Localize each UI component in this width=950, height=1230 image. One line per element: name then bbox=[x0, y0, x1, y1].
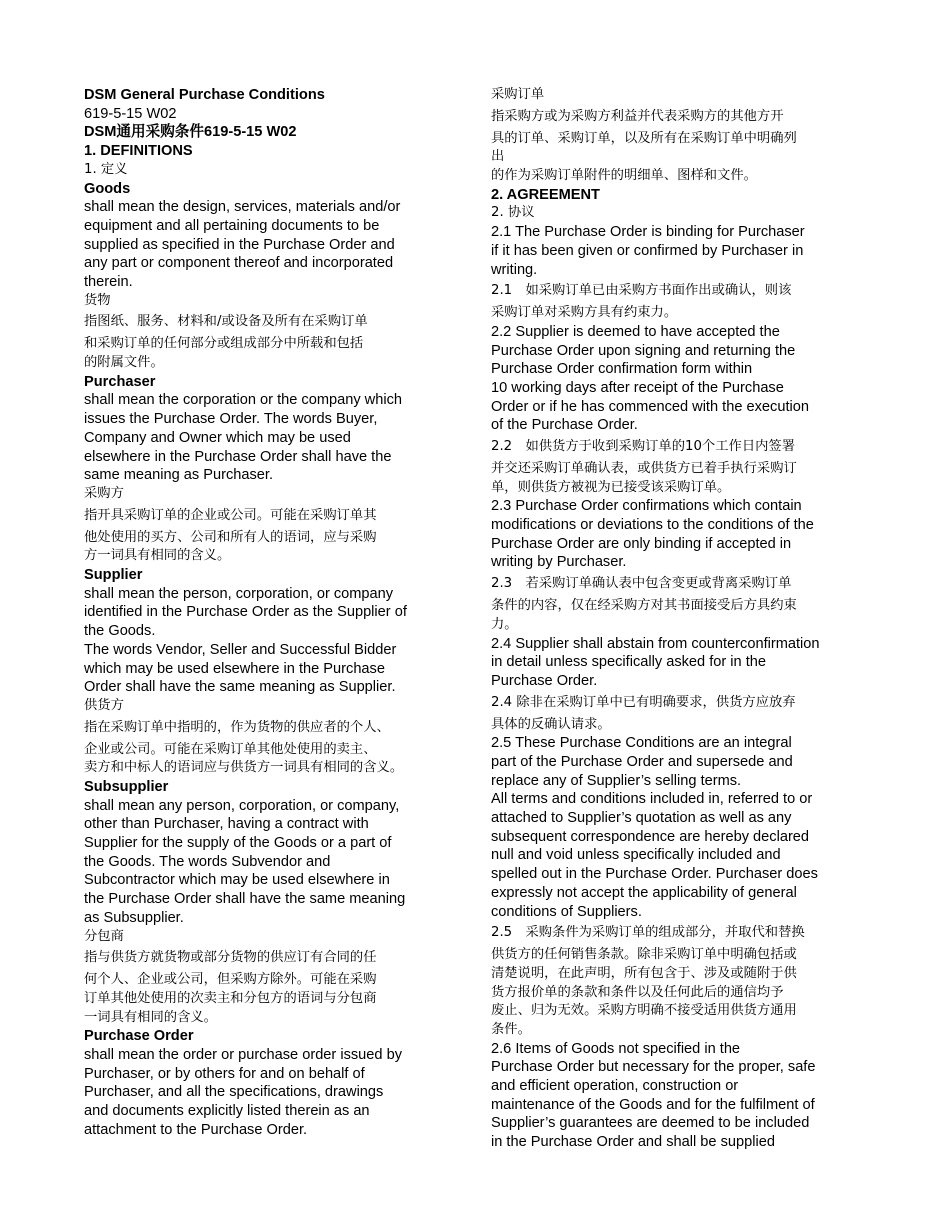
text-line: 指在采购订单中指明的，作为货物的供应者的个人、 bbox=[84, 719, 390, 735]
text-line: attachment to the Purchase Order. bbox=[84, 1121, 308, 1138]
text-line: 条件。 bbox=[491, 1021, 531, 1037]
left-column bbox=[84, 86, 482, 1139]
text-line: DSM通用采购条件619-5-15 W02 bbox=[84, 124, 297, 141]
heading-line: Purchaser bbox=[84, 373, 156, 390]
text-line: 清楚说明，在此声明，所有包含于、涉及或随附于供 bbox=[491, 965, 797, 981]
text-line: any part or component thereof and incorporated bbox=[84, 255, 394, 272]
text-line: 订单其他处使用的次卖主和分包方的语词与分包商 bbox=[84, 990, 377, 1006]
text-line: the Purchase Order shall have the same meaning bbox=[84, 891, 406, 908]
text-line: conditions of Suppliers. bbox=[491, 903, 642, 920]
text-line: of the Purchase Order. bbox=[491, 417, 638, 434]
text-line: as Subsupplier. bbox=[84, 909, 184, 926]
heading-line: Purchase Order bbox=[84, 1028, 194, 1045]
text-line: identified in the Purchase Order as the Supplier of bbox=[84, 604, 407, 621]
text-line: shall mean the design, services, materials and/or bbox=[84, 199, 401, 216]
text-line: 条件的内容，仅在经采购方对其书面接受后方具约束 bbox=[491, 598, 797, 614]
text-line: All terms and conditions included in, referred to or bbox=[491, 791, 813, 808]
text-line: Purchase Order upon signing and returning the bbox=[491, 342, 796, 359]
text-line: writing. bbox=[491, 261, 538, 278]
text-line: 和采购订单的任何部分或组成部分中所载和包括 bbox=[84, 336, 364, 352]
text-line: 2.4 Supplier shall abstain from counterconfirmation bbox=[491, 635, 820, 652]
text-line: 何个人、企业或公司，但采购方除外。可能在采购 bbox=[84, 972, 377, 988]
text-line: elsewhere in the Purchase Order shall have the bbox=[84, 448, 392, 465]
text-line: 供货方 bbox=[84, 697, 124, 713]
text-line: shall mean the person, corporation, or company bbox=[84, 585, 394, 602]
text-line: in detail unless specifically asked for in the bbox=[491, 654, 766, 671]
text-line: 货方报价单的条款和条件以及任何此后的通信均予 bbox=[491, 984, 784, 1000]
text-line: 采购订单对采购方具有约束力。 bbox=[491, 305, 678, 321]
text-line: maintenance of the Goods and for the fulfilment of bbox=[491, 1096, 815, 1113]
text-line: Order or if he has commenced with the execution bbox=[491, 398, 809, 415]
text-line: same meaning as Purchaser. bbox=[84, 467, 274, 484]
text-line: 2.2 如供货方于收到采购订单的10个工作日内签署 bbox=[491, 439, 796, 455]
text-line: if it has been given or confirmed by Purchaser in bbox=[491, 242, 804, 259]
text-line: spelled out in the Purchase Order. Purchaser does bbox=[491, 866, 818, 883]
right-column bbox=[491, 86, 881, 1152]
text-line: Supplier’s guarantees are deemed to be included bbox=[491, 1115, 810, 1132]
text-line: replace any of Supplier’s selling terms. bbox=[491, 772, 742, 789]
text-line: other than Purchaser, having a contract with bbox=[84, 816, 369, 833]
heading-line: DSM General Purchase Conditions bbox=[84, 87, 325, 103]
text-line: 货物 bbox=[84, 292, 111, 308]
text-line: null and void unless specifically included and bbox=[491, 847, 781, 864]
text-line: 他处使用的买方、公司和所有人的语词，应与采购 bbox=[84, 529, 377, 545]
text-line: 1. 定义 bbox=[84, 161, 128, 177]
text-line: Supplier for the supply of the Goods or a part of bbox=[84, 835, 392, 852]
text-line: 2.2 Supplier is deemed to have accepted the bbox=[491, 323, 780, 340]
text-line: 指图纸、服务、材料和/或设备及所有在采购订单 bbox=[84, 314, 368, 330]
text-line: 2.1 如采购订单已由采购方书面作出或确认，则该 bbox=[491, 283, 792, 299]
text-line: expressly not accept the applicability of general bbox=[491, 884, 797, 901]
text-line: 指开具采购订单的企业或公司。可能在采购订单其 bbox=[84, 507, 377, 523]
heading-line: Supplier bbox=[84, 566, 143, 583]
text-line: the Goods. The words Subvendor and bbox=[84, 853, 331, 870]
text-line: 指与供货方就货物或部分货物的供应订有合同的任 bbox=[84, 950, 377, 966]
text-line: 10 working days after receipt of the Purchase bbox=[491, 379, 784, 396]
text-line: therein. bbox=[84, 274, 133, 291]
text-line: 分包商 bbox=[84, 928, 124, 944]
text-line: and efficient operation, construction or bbox=[491, 1078, 739, 1095]
text-line: 出 bbox=[491, 149, 505, 165]
text-line: 方一词具有相同的含义。 bbox=[84, 548, 231, 564]
text-line: 2.5 采购条件为采购订单的组成部分，并取代和替换 bbox=[491, 925, 805, 941]
text-line: shall mean the corporation or the company which bbox=[84, 392, 402, 409]
text-line: 的作为采购订单附件的明细单、图样和文件。 bbox=[491, 168, 757, 184]
text-line: Purchaser, or by others for and on behalf of bbox=[84, 1065, 365, 1082]
text-line: 单，则供货方被视为已接受该采购订单。 bbox=[491, 479, 731, 495]
text-line: 指采购方或为采购方利益并代表采购方的其他方开 bbox=[491, 108, 784, 124]
text-line: supplied as specified in the Purchase Order and bbox=[84, 236, 395, 253]
text-line: 一词具有相同的含义。 bbox=[84, 1009, 217, 1025]
text-line: shall mean any person, corporation, or company, bbox=[84, 797, 400, 814]
text-line: subsequent correspondence are hereby declared bbox=[491, 828, 810, 845]
text-line: Purchase Order are only binding if accepted in bbox=[491, 535, 792, 552]
text-line: Company and Owner which may be used bbox=[84, 429, 351, 446]
text-line: 具体的反确认请求。 bbox=[491, 716, 611, 732]
text-line: 的附属文件。 bbox=[84, 355, 164, 371]
text-line: writing by Purchaser. bbox=[491, 554, 627, 571]
heading-line: 1. DEFINITIONS bbox=[84, 143, 193, 160]
text-line: issues the Purchase Order. The words Buyer, bbox=[84, 411, 378, 428]
text-line: 卖方和中标人的语词应与供货方一词具有相同的含义。 bbox=[84, 760, 404, 776]
text-line: 2.6 Items of Goods not specified in the bbox=[491, 1040, 741, 1057]
text-line: 2.5 These Purchase Conditions are an integral bbox=[491, 735, 792, 752]
text-line: which may be used elsewhere in the Purchase bbox=[84, 660, 385, 677]
text-line: attached to Supplier’s quotation as well as any bbox=[491, 810, 792, 827]
heading-line: 2. AGREEMENT bbox=[491, 186, 600, 203]
text-line: in the Purchase Order and shall be supplied bbox=[491, 1134, 775, 1151]
text-line: 供货方的任何销售条款。除非采购订单中明确包括或 bbox=[491, 947, 797, 963]
text-line: 并交还采购订单确认表，或供货方已着手执行采购订 bbox=[491, 460, 797, 476]
text-line: 619-5-15 W02 bbox=[84, 105, 177, 122]
text-line: and documents explicitly listed therein as an bbox=[84, 1103, 370, 1120]
text-line: 2.1 The Purchase Order is binding for Purchaser bbox=[491, 224, 805, 241]
text-line: 2. 协议 bbox=[491, 205, 535, 221]
text-line: Purchase Order. bbox=[491, 672, 598, 689]
text-line: modifications or deviations to the conditions of the bbox=[491, 517, 814, 534]
heading-line: Goods bbox=[84, 180, 131, 197]
text-line: 力。 bbox=[491, 616, 518, 632]
text-line: The words Vendor, Seller and Successful Bidder bbox=[84, 641, 397, 658]
text-line: Purchase Order but necessary for the proper, safe bbox=[491, 1059, 816, 1076]
text-line: the Goods. bbox=[84, 623, 156, 640]
text-line: Order shall have the same meaning as Supplier. bbox=[84, 679, 396, 696]
text-line: 2.3 Purchase Order confirmations which contain bbox=[491, 498, 802, 515]
text-line: shall mean the order or purchase order issued by bbox=[84, 1046, 402, 1063]
heading-line: Subsupplier bbox=[84, 778, 169, 795]
text-line: 采购方 bbox=[84, 485, 124, 501]
text-line: part of the Purchase Order and supersede and bbox=[491, 753, 793, 770]
text-line: Purchase Order confirmation form within bbox=[491, 361, 753, 378]
text-line: Subcontractor which may be used elsewhere in bbox=[84, 872, 390, 889]
text-line: 采购订单 bbox=[491, 87, 545, 102]
text-line: 企业或公司。可能在采购订单其他处使用的卖主、 bbox=[84, 741, 377, 757]
text-line: Purchaser, and all the specifications, drawings bbox=[84, 1084, 384, 1101]
text-line: 具的订单、采购订单，以及所有在采购订单中明确列 bbox=[491, 130, 797, 146]
text-line: equipment and all pertaining documents to be bbox=[84, 217, 380, 234]
text-line: 2.3 若采购订单确认表中包含变更或背离采购订单 bbox=[491, 576, 792, 592]
text-line: 2.4 除非在采购订单中已有明确要求，供货方应放弃 bbox=[491, 694, 796, 710]
text-line: 废止、归为无效。采购方明确不接受适用供货方通用 bbox=[491, 1003, 797, 1019]
